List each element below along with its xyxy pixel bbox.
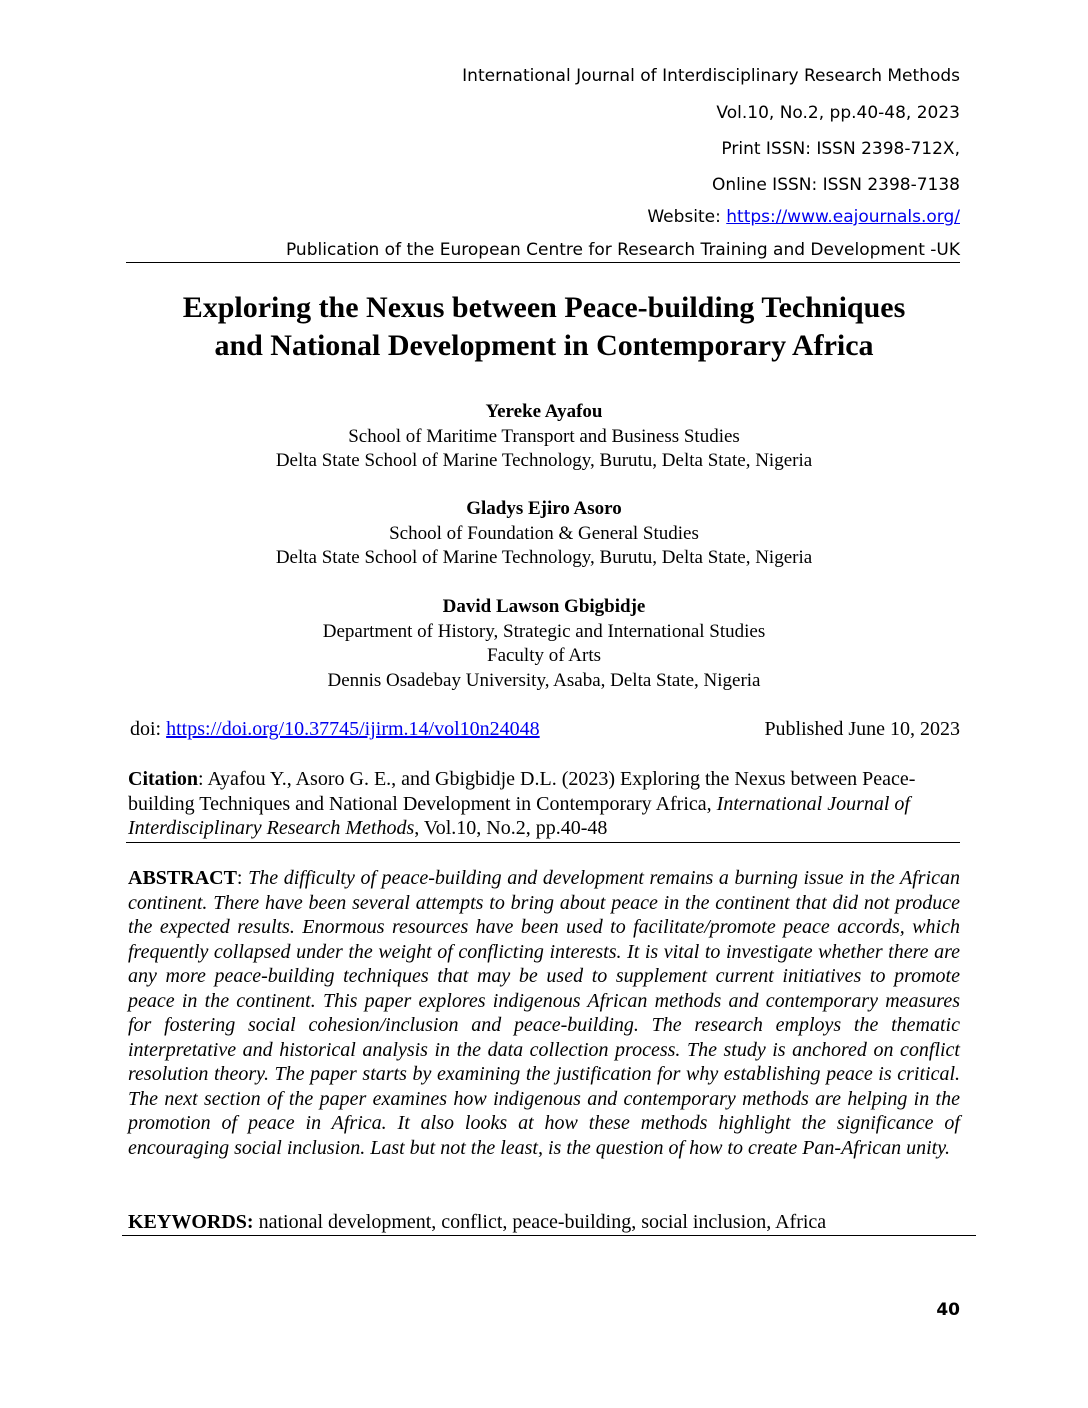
- citation-details: , Vol.10, No.2, pp.40-48: [414, 817, 608, 839]
- abstract-text: The difficulty of peace-building and development remains a burning issue in the African continent. There have been several attempts to bring about peace in the continent that did not produce the expected results. Enormous resources have been used to facilitate/promote peace accords, which frequently collapsed under the weight of conflicting interests. It is vital to investigate whether there are any more peace-building techniques that may be used to supplement current initiatives to promote peace in the continent. This paper explores indigenous African methods and contemporary measures for fostering social cohesion/inclusion and peace-building. The research employs the thematic interpretative and historical analysis in the data collection process. The study is anchored on conflict resolution theory. The paper starts by examining the justification for why establishing peace is critical. The next section of the paper examines how indigenous and contemporary methods are helping in the promotion of peace in Africa. It also looks at how these methods highlight the significance of encouraging social inclusion. Last but not the least, is the question of how to create Pan-African unity.: [128, 867, 960, 1159]
- keywords-text: national development, conflict, peace-building, social inclusion, Africa: [253, 1211, 827, 1233]
- citation: [128, 767, 960, 841]
- journal-name: International Journal of Interdisciplinary Research Methods: [462, 66, 960, 86]
- paper-title: [100, 289, 988, 365]
- author-affiliation: School of Foundation & General Studies: [389, 522, 699, 544]
- header-divider: [126, 262, 960, 263]
- keywords-label: KEYWORDS:: [128, 1211, 254, 1233]
- author-block-1: [100, 400, 988, 474]
- doi: [130, 718, 540, 741]
- doi-link[interactable]: https://doi.org/10.37745/ijirm.14/vol10n24048: [166, 718, 540, 740]
- volume-info: Vol.10, No.2, pp.40-48, 2023: [716, 103, 960, 123]
- doi-line: [130, 718, 960, 742]
- abstract-separator: :: [236, 867, 249, 889]
- author-affiliation: Delta State School of Marine Technology, Burutu, Delta State, Nigeria: [275, 547, 813, 568]
- website-label: Website:: [647, 207, 727, 227]
- publisher-line: Publication of the European Centre for Research Training and Development -UK: [285, 240, 960, 260]
- page-number: 40: [936, 1300, 960, 1320]
- citation-divider: [126, 842, 960, 843]
- author-affiliation: Delta State School of Marine Technology, Burutu, Delta State, Nigeria: [275, 450, 813, 471]
- author-affiliation: Dennis Osadebay University, Asaba, Delta State, Nigeria: [327, 669, 761, 691]
- citation-text: : Ayafou Y., Asoro G. E., and Gbigbidje D.L. (2023) Exploring the Nexus between Peace-building Techniques and National Development in Contemporary Africa,: [128, 768, 916, 815]
- author-block-2: [100, 497, 988, 571]
- title-line-2: and National Development in Contemporary Africa: [214, 329, 874, 362]
- website-line: [647, 207, 960, 227]
- abstract-label: ABSTRACT: [128, 867, 237, 889]
- print-issn: Print ISSN: ISSN 2398-712X,: [721, 139, 960, 159]
- author-affiliation: School of Maritime Transport and Business Studies: [348, 425, 740, 447]
- author-affiliation: Department of History, Strategic and International Studies: [322, 620, 766, 642]
- online-issn: Online ISSN: ISSN 2398-7138: [711, 175, 960, 195]
- title-line-1: Exploring the Nexus between Peace-building Techniques: [182, 291, 906, 324]
- citation-journal: International Journal of Interdisciplinary Research Methods: [128, 792, 910, 839]
- published-date: Published June 10, 2023: [764, 718, 960, 740]
- author-name: Gladys Ejiro Asoro: [466, 498, 622, 519]
- author-block-3: [100, 595, 988, 693]
- keywords-divider: [122, 1235, 976, 1236]
- website-link[interactable]: https://www.eajournals.org/: [726, 207, 960, 227]
- abstract: [128, 866, 960, 1160]
- doi-label: doi:: [130, 718, 167, 740]
- author-affiliation: Faculty of Arts: [487, 645, 601, 666]
- keywords: [128, 1210, 976, 1235]
- author-name: David Lawson Gbigbidje: [442, 596, 646, 617]
- citation-label: Citation: [128, 768, 198, 790]
- author-name: Yereke Ayafou: [485, 401, 603, 422]
